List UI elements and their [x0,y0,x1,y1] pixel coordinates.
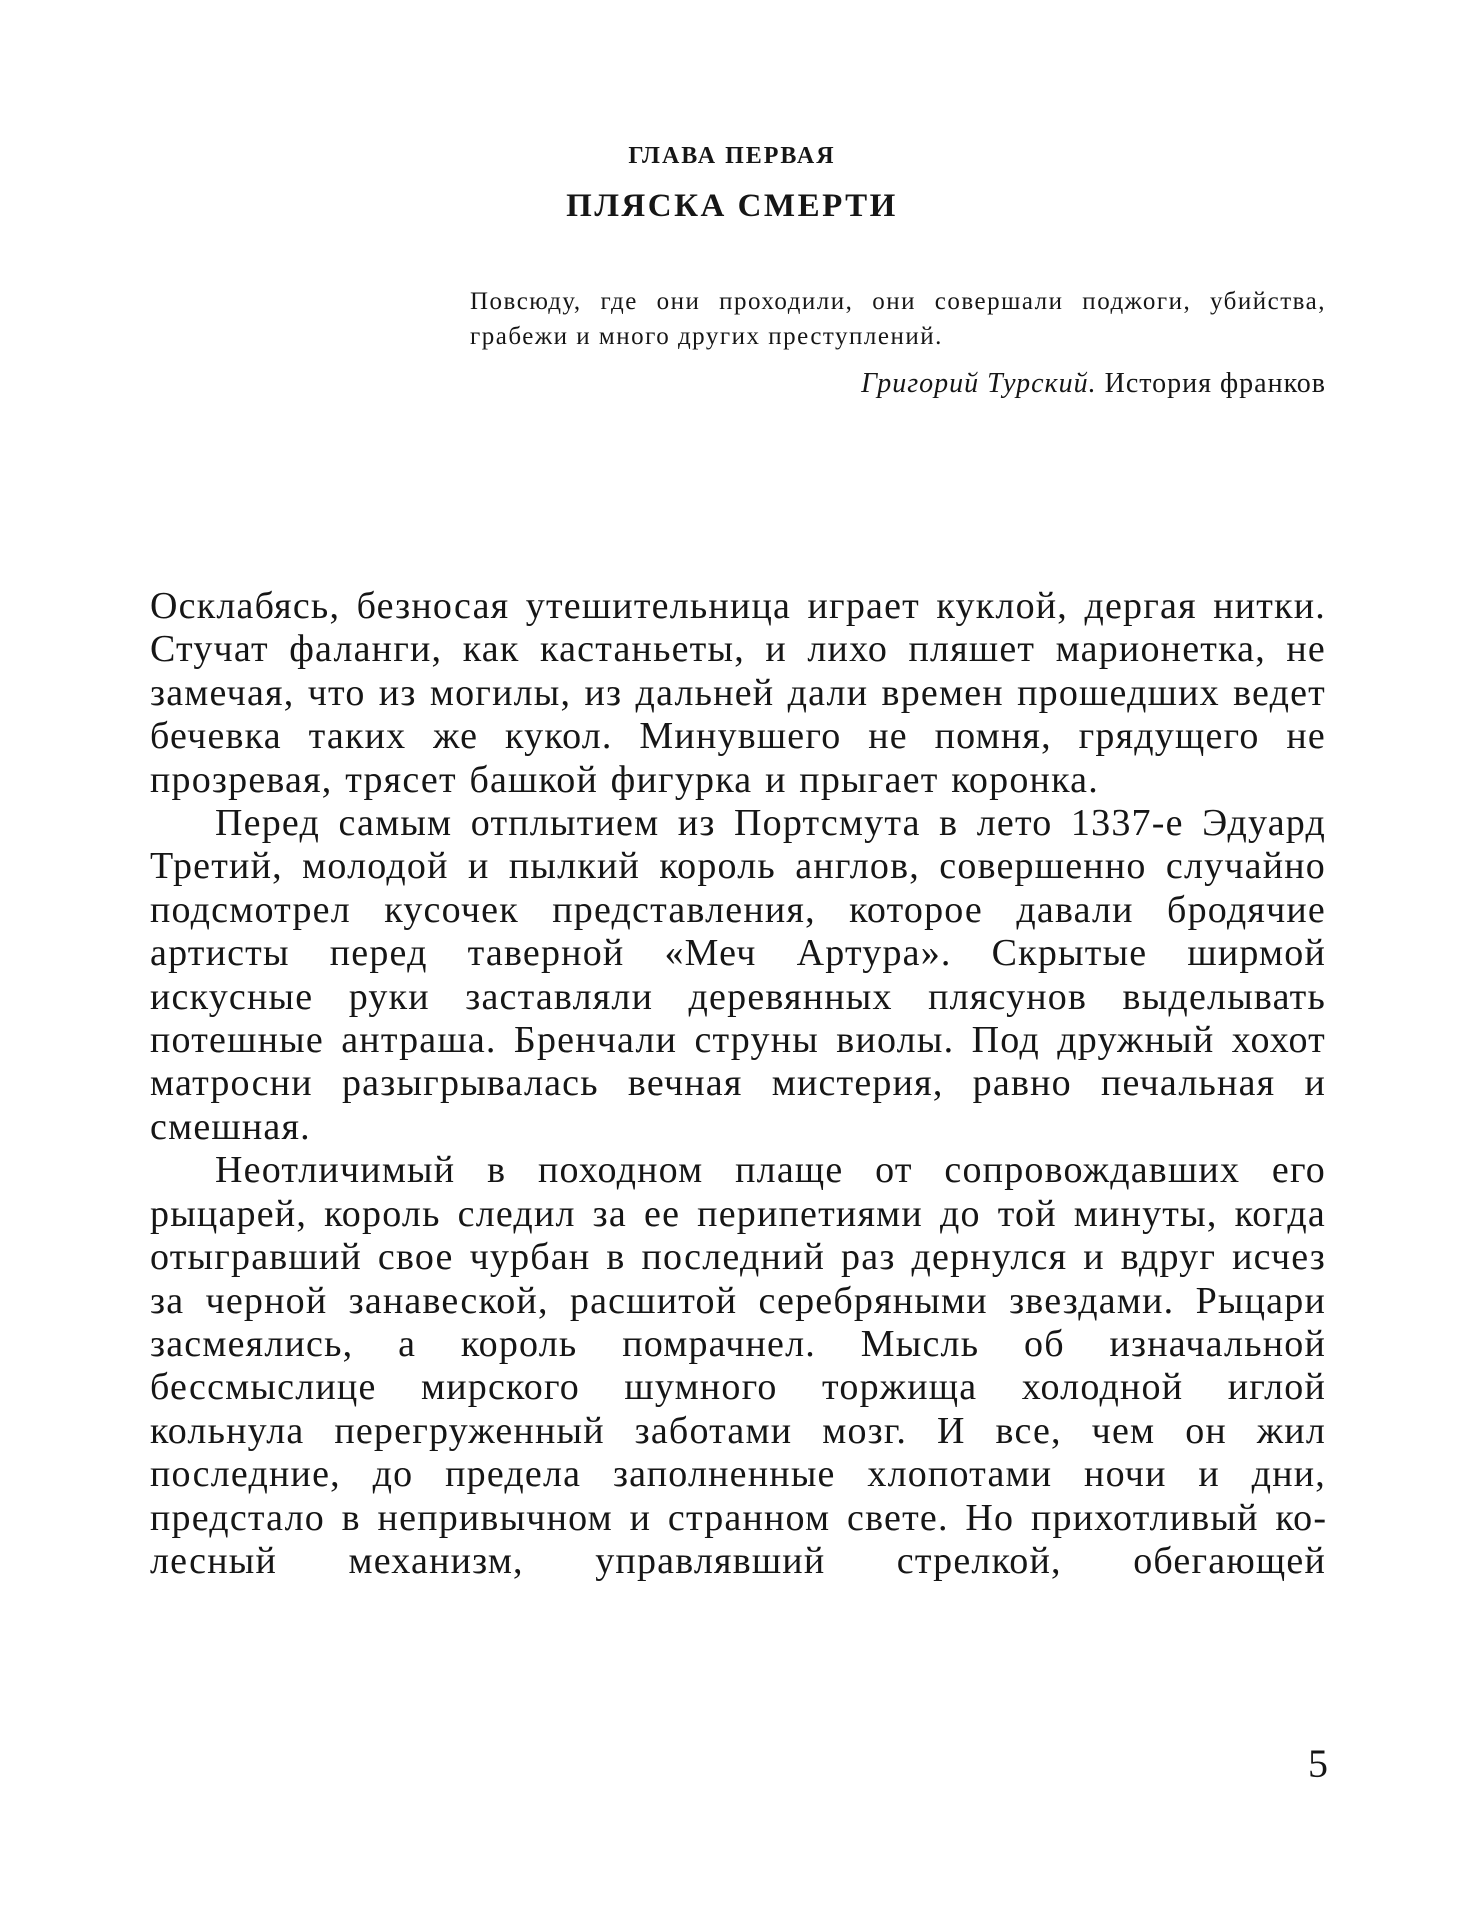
paragraph-3: Неотличимый в походном плаще от сопровождавших его рыцарей, король следил за ее перипетиями до той минуты, когда отыгравший свое чурбан в последний раз дернулся и вдруг исчез за черной занавеской, расшитой серебряными звездами. Рыцари засмеялись, а король помрачнел. Мысль об изначальной бессмыслице мирского шумного торжища холодной иглой кольнула перегруженный заботами мозг. И все, чем он жил последние, до предела заполненные хлопотами ночи и дни, предстало в непривычном и странном свете. Но прихотливый колесный механизм, управлявший стрелкой, обегающей [150,1149,1326,1582]
paragraph-2: Перед самым отплытием из Портсмута в лето 1337-е Эдуард Третий, молодой и пылкий король англов, совершенно случайно подсмотрел кусочек представления, которое давали бродячие артисты перед таверной «Меч Артура». Скрытые ширмой искусные руки заставляли деревянных плясунов выделывать потешные антраша. Бренчали струны виолы. Под дружный хохот матросни разыгрывалась вечная мистерия, равно печальная и смешная. [150,802,1326,1148]
chapter-title: ПЛЯСКА СМЕРТИ [566,188,898,224]
epigraph [470,284,1326,400]
epigraph-text: Повсюду, где они проходили, они совершали поджоги, убийства, грабежи и много других преступлений. [470,288,1326,350]
chapter-label: ГЛАВА ПЕРВАЯ [628,143,836,169]
epigraph-author: Григорий Турский. [861,368,1097,399]
page-number: 5 [1308,1741,1328,1786]
chapter-body [150,585,1326,1583]
epigraph-source [470,368,1326,400]
paragraph-1: Осклабясь, безносая утешительница играет куклой, дергая нитки. Стучат фаланги, как кастаньеты, и лихо пляшет марионетка, не замечая, что из могилы, из дальней дали времен прошедших ведет бечевка таких же кукол. Минувшего не помня, грядущего не прозревая, трясет башкой фигурка и прыгает коронка. [150,585,1326,801]
epigraph-work: История франков [1104,368,1326,399]
